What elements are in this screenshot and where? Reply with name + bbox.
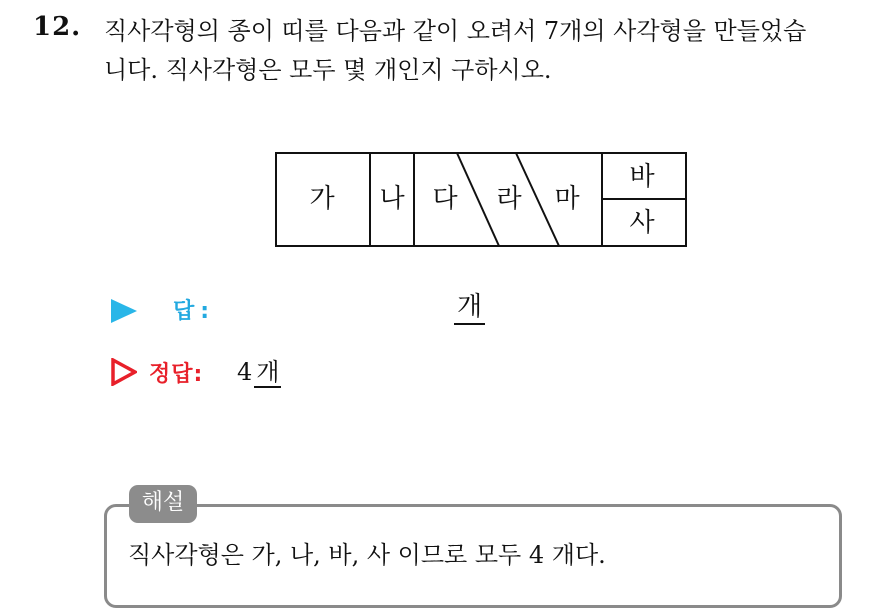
strip-outline — [275, 152, 687, 247]
correct-answer-label: 정답: — [149, 362, 204, 387]
explanation-text: 직사각형은 가, 나, 바, 사 이므로 모두 4 개다. — [128, 541, 606, 569]
answer-row — [111, 294, 611, 334]
cell-ma: 마 — [554, 184, 580, 214]
cell-da: 다 — [432, 184, 458, 214]
question-number: 12. — [33, 12, 82, 42]
question-line-1: 직사각형의 종이 띠를 다음과 같이 오려서 7개의 사각형을 만들었습 — [104, 17, 807, 45]
answer-input[interactable] — [454, 291, 485, 325]
outline-triangle-icon — [111, 358, 137, 386]
cell-sa: 사 — [629, 208, 655, 238]
answer-label: 답: — [173, 299, 216, 324]
correct-answer-row — [111, 354, 611, 394]
cell-na: 나 — [379, 184, 405, 214]
cell-ba: 바 — [629, 162, 655, 192]
filled-triangle-icon — [111, 299, 137, 323]
question-text — [104, 12, 874, 90]
correct-answer-unit: 개 — [256, 358, 280, 386]
correct-answer-value — [237, 356, 281, 388]
paper-strip-diagram — [275, 152, 687, 247]
cell-ra: 라 — [496, 184, 522, 214]
answer-unit: 개 — [457, 292, 483, 322]
explanation-tag: 해설 — [129, 485, 197, 523]
correct-answer-number: 4 — [237, 358, 253, 386]
question-line-2: 니다. 직사각형은 모두 몇 개인지 구하시오. — [104, 56, 552, 84]
cell-ga: 가 — [309, 184, 335, 214]
